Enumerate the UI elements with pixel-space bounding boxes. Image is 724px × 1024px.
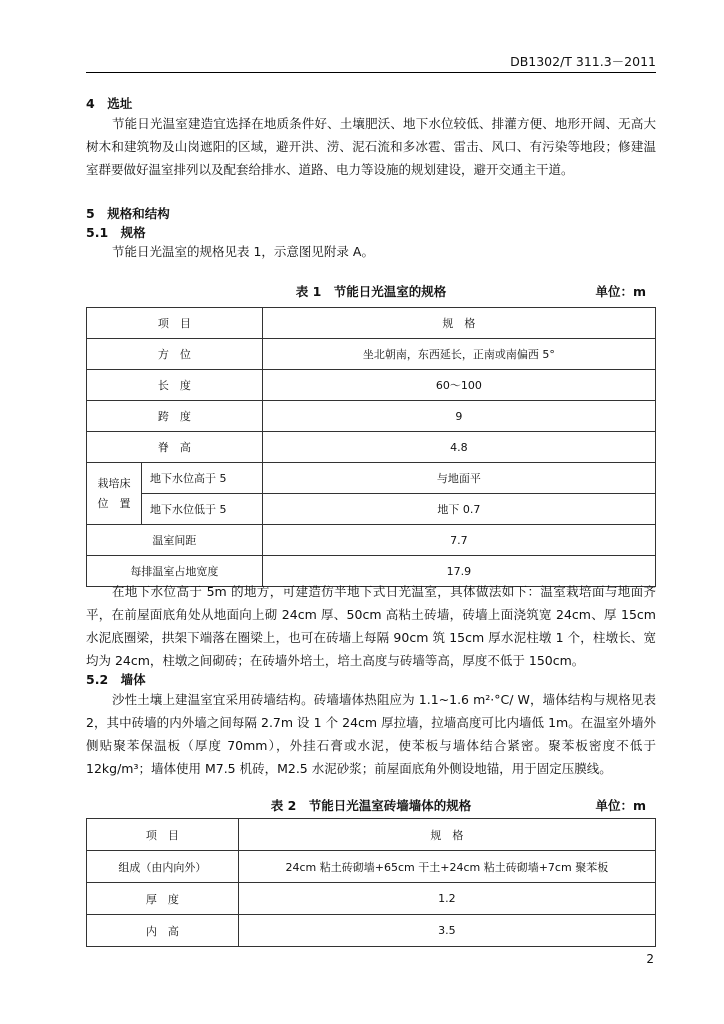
table-1-followup-paragraph: 在地下水位高于 5m 的地方，可建造仿半地下式日光温室，具体做法如下：温室栽培面与地面齐平，在前屋面底角处从地面向上砌 24cm 厚、50cm 高粘土砖墙，砖墙上面浇筑宽 24cm、厚 15cm 水泥底圈梁，拱架下端落在圈梁上，也可在砖墙上每隔 90cm 筑 15cm 厚水泥柱墩 1 个，柱墩长、宽均为 24cm，柱墩之间砌砖；在砖墙外培土，培土高度与砖墙等高，厚度不低于 150cm。 [86,584,656,668]
table-row [87,525,656,556]
table-cell: 厚 度 [87,883,239,915]
table-cell: 7.7 [262,525,655,556]
table-row [87,401,656,432]
table-cell: 1.2 [238,883,655,915]
table-cell: 组成（由内向外） [87,851,239,883]
table-cell: 24cm 粘土砖砌墙+65cm 干土+24cm 粘土砖砌墙+7cm 聚苯板 [238,851,655,883]
table-row [87,915,656,947]
table-header-cell: 规 格 [262,308,655,339]
table-1-unit: 单位：m [595,284,646,299]
section-5-2-heading: 5.2 墙体 [86,672,146,687]
table-cell: 每排温室占地宽度 [87,556,263,587]
table-cell: 地下 0.7 [262,494,655,525]
section-4-heading: 4 选址 [86,96,133,111]
table-row [87,308,656,339]
section-5-heading: 5 规格和结构 [86,206,170,221]
section-5-2-paragraph: 沙性土壤上建温室宜采用砖墙结构。砖墙墙体热阻应为 1.1~1.6 m²·°C/ W，墙体结构与规格见表 2，其中砖墙的内外墙之间每隔 2.7m 设 1 个 24cm 厚拉墙，拉墙高度可比内墙低 1m。在温室外墙外侧贴聚苯保温板（厚度 70mm），外挂石膏或水泥，使苯板与墙体结合紧密。聚苯板密度不低于 12kg/m³；墙体使用 M7.5 机砖，M2.5 水泥砂浆；前屋面底角外侧设地锚，用于固定压膜线。 [86,692,656,776]
table-cell: 跨 度 [87,401,263,432]
section-5-1-heading: 5.1 规格 [86,225,146,240]
table-cell: 3.5 [238,915,655,947]
header-rule [86,72,656,73]
table-cell: 60～100 [262,370,655,401]
table-cell: 长 度 [87,370,263,401]
table-cell: 地下水位高于 5 [141,463,262,494]
table-2 [86,818,656,947]
page-number: 2 [646,952,654,966]
table-header-cell: 项 目 [87,819,239,851]
table-row [87,432,656,463]
section-4-paragraph: 节能日光温室建造宜选择在地质条件好、土壤肥沃、地下水位较低、排灌方便、地形开阔、无高大树木和建筑物及山岗遮阳的区域，避开洪、涝、泥石流和多冰雹、雷击、风口、有污染等地段；修建温室群要做好温室排列以及配套给排水、道路、电力等设施的规划建设，避开交通主干道。 [86,116,656,177]
table-cell: 内 高 [87,915,239,947]
table-row [87,370,656,401]
table-cell: 与地面平 [262,463,655,494]
table-row [87,851,656,883]
table-cell: 地下水位低于 5 [141,494,262,525]
table-cell: 方 位 [87,339,263,370]
table-row [87,463,656,494]
table-header-cell: 项 目 [87,308,263,339]
table-2-unit: 单位：m [595,798,646,813]
table-header-cell: 规 格 [238,819,655,851]
section-5-1-paragraph: 节能日光温室的规格见表 1，示意图见附录 A。 [112,244,374,259]
table-group-label: 栽培床位 置 [87,463,142,525]
table-cell: 坐北朝南，东西延长，正南或南偏西 5° [262,339,655,370]
table-row [87,819,656,851]
table-cell: 脊 高 [87,432,263,463]
table-row [87,883,656,915]
table-cell: 17.9 [262,556,655,587]
table-row [87,339,656,370]
table-1 [86,307,656,587]
standard-code: DB1302/T 311.3－2011 [510,54,656,69]
table-1-title: 表 1 节能日光温室的规格 [295,284,447,299]
table-cell: 9 [262,401,655,432]
table-row [87,494,656,525]
table-cell: 温室间距 [87,525,263,556]
table-cell: 4.8 [262,432,655,463]
table-2-title: 表 2 节能日光温室砖墙墙体的规格 [270,798,472,813]
